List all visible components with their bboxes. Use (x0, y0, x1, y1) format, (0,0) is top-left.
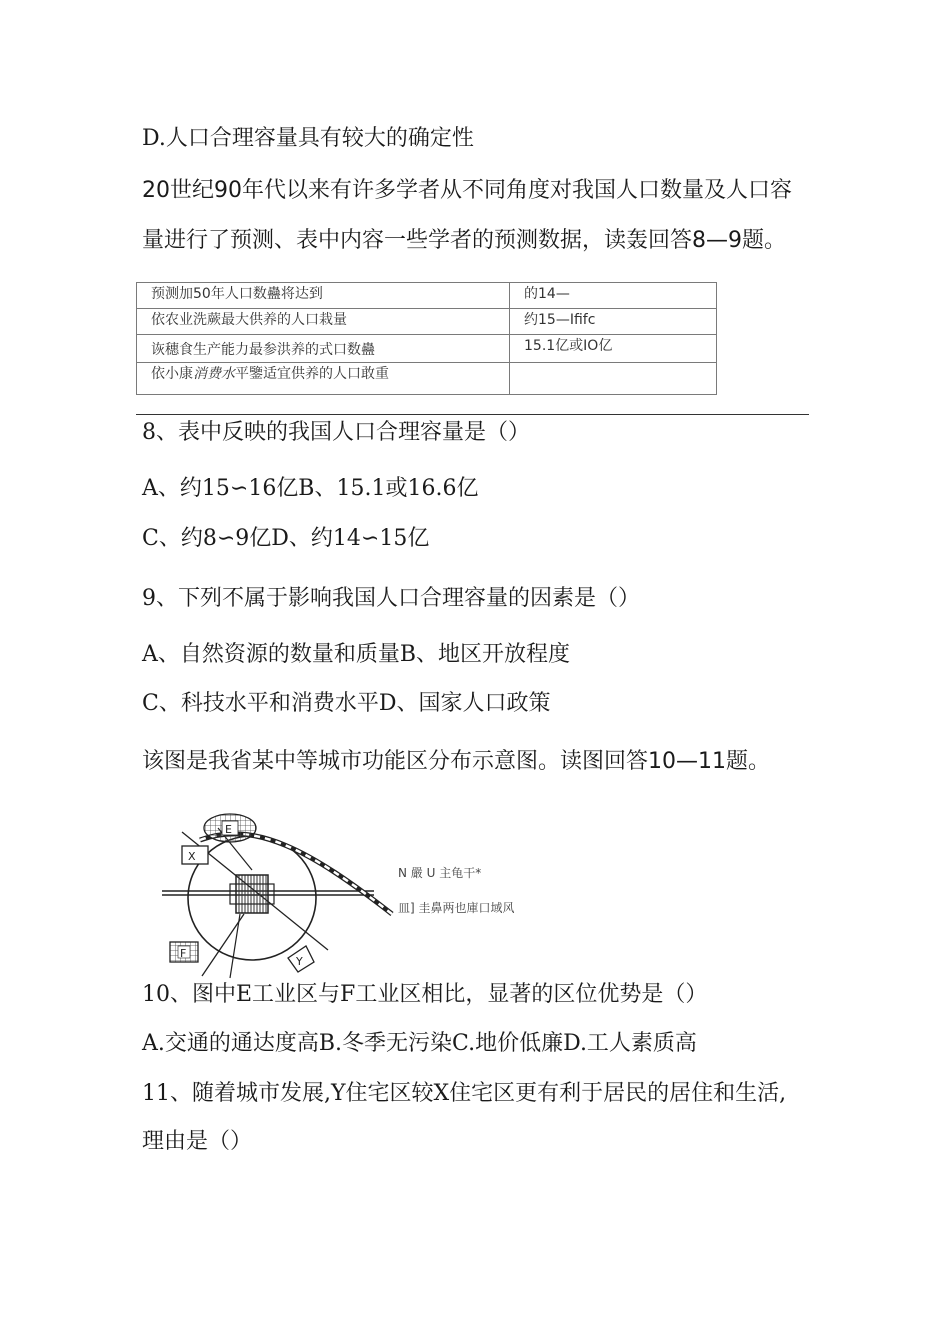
diagonal-road (202, 914, 244, 976)
zone-f-label: F (180, 947, 187, 960)
desc-emphasis: 消费水 (193, 366, 235, 382)
question-8-options-ab: A、约15∽16亿B、15.1或16.6亿 (142, 476, 479, 501)
table-row (137, 335, 717, 363)
map-legend-item: 皿] 圭鼻两也庫口域风 (398, 901, 515, 915)
desc-part: 平鑒适宜供养的人口敢重 (235, 366, 389, 382)
question-8-options-cd: C、约8∽9亿D、约14∽15亿 (142, 526, 430, 551)
railway-dash (200, 834, 392, 914)
zone-e-label: E (225, 823, 232, 836)
map-intro: 该图是我省某中等城市功能区分布示意图。读图回答10—11题。 (142, 749, 770, 774)
prediction-table (136, 282, 717, 395)
table-cell-desc (137, 363, 510, 395)
intro-paragraph-line1: 20世纪90年代以来有许多学者从不同角度对我国人口数量及人口容 (142, 178, 792, 203)
question-8: 8、表中反映的我国人口合理容量是（） (142, 420, 530, 445)
section-divider (136, 414, 809, 415)
desc-part: 依小康 (151, 366, 193, 382)
table-cell-value: 约15—Ififc (510, 309, 717, 335)
city-function-map (160, 810, 400, 980)
zone-y-label: Y (296, 955, 303, 968)
map-legend-item: N 嚴 U 主龟干* (398, 866, 482, 880)
question-9-options-cd: C、科技水平和消费水平D、国家人口政策 (142, 691, 551, 716)
table-row (137, 363, 717, 395)
table-cell-desc: 依农业洗蕨最大供养的人口栽量 (137, 309, 510, 335)
table-row (137, 283, 717, 309)
intro-paragraph-line2: 量进行了预测、表中内容一些学者的预测数据，读轰回答8—9题。 (142, 228, 786, 253)
question-10-options: A.交通的通达度高B.冬季无污染C.地价低廉D.工人素质高 (142, 1031, 697, 1056)
table-cell-desc: 诙穗食生产能力最参洪养的式口数蠱 (137, 335, 510, 363)
table-row (137, 309, 717, 335)
railway (200, 834, 392, 914)
question-10: 10、图中E工业区与F工业区相比，显著的区位优势是（） (142, 982, 708, 1007)
table-cell-value: 的14— (510, 283, 717, 309)
question-11-line1: 11、随着城市发展,Y住宅区较X住宅区更有利于居民的居住和生活, (142, 1081, 787, 1106)
table-cell-value (510, 363, 717, 395)
table-cell-desc: 预测加50年人口数蠱将达到 (137, 283, 510, 309)
option-d-text: D.人口合理容量具有较大的确定性 (142, 126, 474, 151)
zone-x-label: X (188, 850, 196, 863)
question-11-line2: 理由是（） (142, 1129, 253, 1154)
diagonal-road (230, 914, 240, 978)
central-district (236, 875, 268, 913)
table-cell-value: 15.1亿或IO亿 (510, 335, 717, 363)
question-9-options-ab: A、自然资源的数量和质量B、地区开放程度 (142, 642, 571, 667)
question-9: 9、下列不属于影响我国人口合理容量的因素是（） (142, 586, 640, 611)
